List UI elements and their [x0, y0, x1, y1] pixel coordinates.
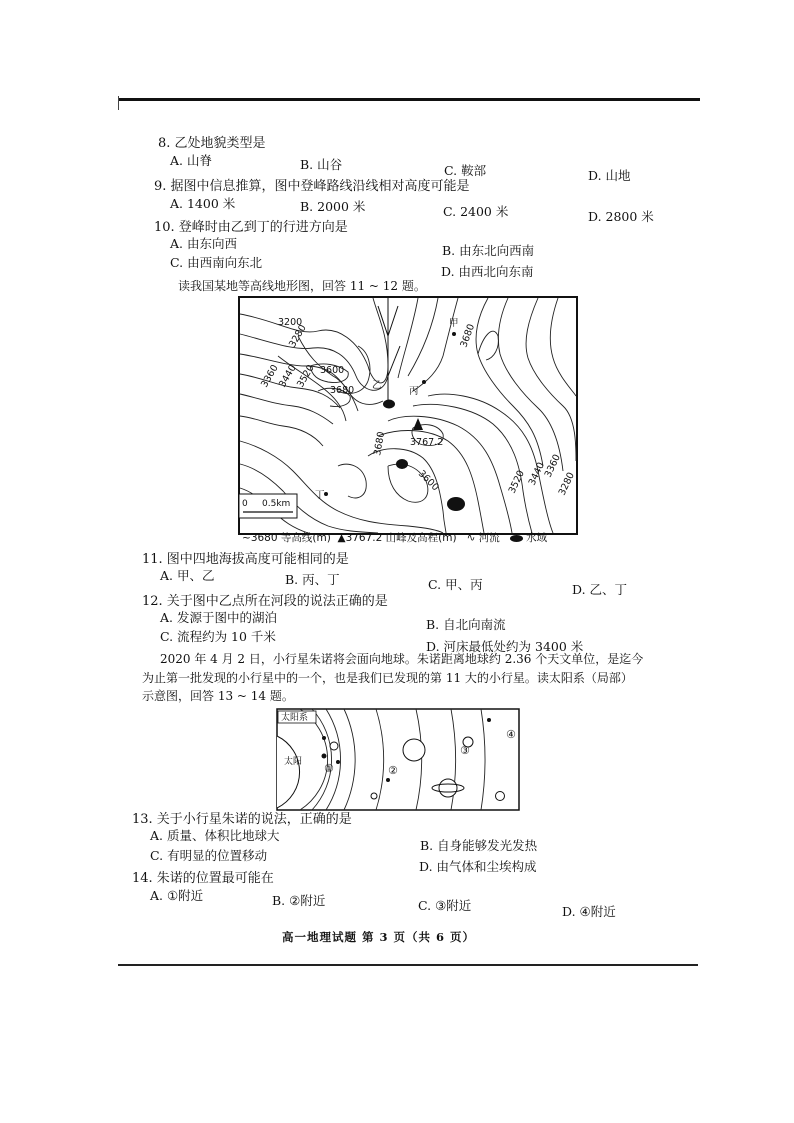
legend-river-icon: ∿ — [466, 532, 476, 544]
lake-south — [447, 497, 465, 511]
marker-1: ① — [324, 762, 334, 775]
q14-option-c: C. ③附近 — [418, 898, 472, 913]
q13-option-d: D. 由气体和尘埃构成 — [419, 859, 537, 874]
label-bing: 丙 — [409, 386, 419, 397]
q11-option-c: C. 甲、丙 — [428, 577, 483, 592]
q13-option-b: B. 自身能够发光发热 — [420, 838, 538, 853]
legend-contour: 3680 等高线(m) — [250, 532, 331, 544]
legend-water-icon — [510, 535, 523, 542]
q10-option-d: D. 由西北向东南 — [441, 264, 534, 279]
planet-small — [371, 793, 377, 799]
point-ding — [324, 492, 328, 496]
lake-north — [383, 400, 395, 409]
contour-label-3280: 3280 — [287, 323, 309, 350]
q14-option-a: A. ①附近 — [150, 888, 204, 903]
sun-label-1: 太阳 — [284, 757, 303, 767]
scale-length: 0.5km — [262, 499, 291, 509]
bottom-rule — [118, 964, 698, 966]
diagram-title: 太阳系 — [281, 713, 309, 723]
label-peak: 3767.2 — [410, 437, 444, 448]
question-11: 11. 图中四地海拔高度可能相同的是 — [142, 552, 349, 567]
marker-2: ② — [388, 764, 398, 777]
contour-label-3440: 3440 — [277, 363, 299, 390]
q12-option-d: D. 河床最低处约为 3400 米 — [426, 639, 584, 654]
contour-map — [238, 296, 578, 536]
left-margin-mark — [118, 96, 119, 110]
label-yi: 乙 — [372, 380, 382, 391]
q11-option-d: D. 乙、丁 — [572, 582, 628, 597]
planet-mars — [336, 760, 340, 764]
contour-label-3360: 3360 — [259, 363, 281, 390]
q8-option-c: C. 鞍部 — [444, 163, 487, 178]
scale-zero: 0 — [242, 499, 248, 509]
planet-jupiter — [403, 739, 425, 761]
point-bing — [422, 380, 426, 384]
map-legend — [242, 530, 547, 545]
question-14: 14. 朱诺的位置最可能在 — [132, 871, 274, 886]
q9-option-a: A. 1400 米 — [170, 196, 236, 211]
intro-11-12: 读我国某地等高线地形图，回答 11 ~ 12 题。 — [178, 279, 426, 293]
q14-option-b: B. ②附近 — [272, 893, 326, 908]
question-13: 13. 关于小行星朱诺的说法，正确的是 — [132, 812, 352, 827]
q10-option-a: A. 由东向西 — [170, 236, 237, 251]
planet-saturn — [439, 779, 457, 797]
question-12: 12. 关于图中乙点所在河段的说法正确的是 — [142, 594, 388, 609]
contour-label-3520: 3520 — [295, 363, 317, 390]
q8-option-d: D. 山地 — [588, 168, 631, 183]
page-footer: 高一地理试题 第 3 页（共 6 页） — [282, 930, 476, 944]
intro-13-14-line2: 为止第一批发现的小行星中的一个，也是我们已发现的第 11 大的小行星。读太阳系（局部） — [142, 671, 633, 685]
top-rule — [118, 98, 700, 101]
legend-peak: 3767.2 山峰及高程(m) — [345, 532, 457, 544]
q8-option-a: A. 山脊 — [170, 153, 212, 168]
q12-option-b: B. 自北向南流 — [426, 617, 506, 632]
q10-option-b: B. 由东北向西南 — [442, 243, 535, 258]
planet-neptune — [496, 792, 505, 801]
q11-option-a: A. 甲、乙 — [160, 568, 215, 583]
question-9: 9. 据图中信息推算，图中登峰路线沿线相对高度可能是 — [154, 179, 470, 194]
q8-option-b: B. 山谷 — [300, 157, 343, 172]
label-jia: 甲 — [449, 318, 459, 329]
asteroid-4 — [487, 718, 491, 722]
question-8: 8. 乙处地貌类型是 — [158, 136, 266, 151]
contour-label-3440-b: 3440 — [526, 460, 547, 488]
contour-label-3360-b: 3360 — [542, 452, 563, 480]
asteroid-2 — [386, 778, 390, 782]
contour-label-3680-a: 3680 — [330, 385, 355, 396]
q12-option-c: C. 流程约为 10 千米 — [160, 629, 276, 644]
solar-system-diagram — [276, 708, 520, 812]
marker-3: ③ — [460, 744, 470, 757]
q9-option-c: C. 2400 米 — [443, 204, 509, 219]
contour-label-3280-b: 3280 — [556, 470, 577, 498]
planet-venus — [330, 742, 338, 750]
q9-option-d: D. 2800 米 — [588, 209, 654, 224]
contour-label-3520-b: 3520 — [506, 468, 527, 496]
planet-mercury — [322, 736, 326, 740]
q9-option-b: B. 2000 米 — [300, 199, 366, 214]
intro-13-14-line3: 示意图，回答 13 ~ 14 题。 — [142, 689, 294, 703]
q11-option-b: B. 丙、丁 — [285, 572, 340, 587]
point-jia — [452, 332, 456, 336]
legend-water: 水域 — [526, 532, 548, 544]
lake-center — [396, 459, 408, 469]
q13-option-a: A. 质量、体积比地球大 — [150, 828, 280, 843]
contour-label-3600-b: 3600 — [415, 468, 441, 494]
q14-option-d: D. ④附近 — [562, 904, 616, 919]
question-10: 10. 登峰时由乙到丁的行进方向是 — [154, 220, 348, 235]
intro-13-14-line1: 2020 年 4 月 2 日，小行星朱诺将会面向地球。朱诺距离地球约 2.36 个天文单位，是迄今 — [160, 652, 644, 666]
q10-option-c: C. 由西南向东北 — [170, 255, 263, 270]
legend-river: 河流 — [478, 532, 500, 544]
marker-4: ④ — [506, 728, 516, 741]
contour-label-3600-a: 3600 — [320, 365, 345, 376]
contour-label-3200: 3200 — [278, 317, 303, 328]
legend-contour-icon: ~ — [242, 532, 251, 544]
label-ding: 丁 — [315, 490, 325, 501]
q12-option-a: A. 发源于图中的湖泊 — [160, 610, 277, 625]
planet-earth — [322, 754, 327, 759]
contour-label-3680-c: 3680 — [372, 430, 388, 457]
q13-option-c: C. 有明显的位置移动 — [150, 848, 268, 863]
legend-peak-icon: ▲ — [337, 532, 346, 544]
contour-label-3680-b: 3680 — [458, 322, 478, 350]
